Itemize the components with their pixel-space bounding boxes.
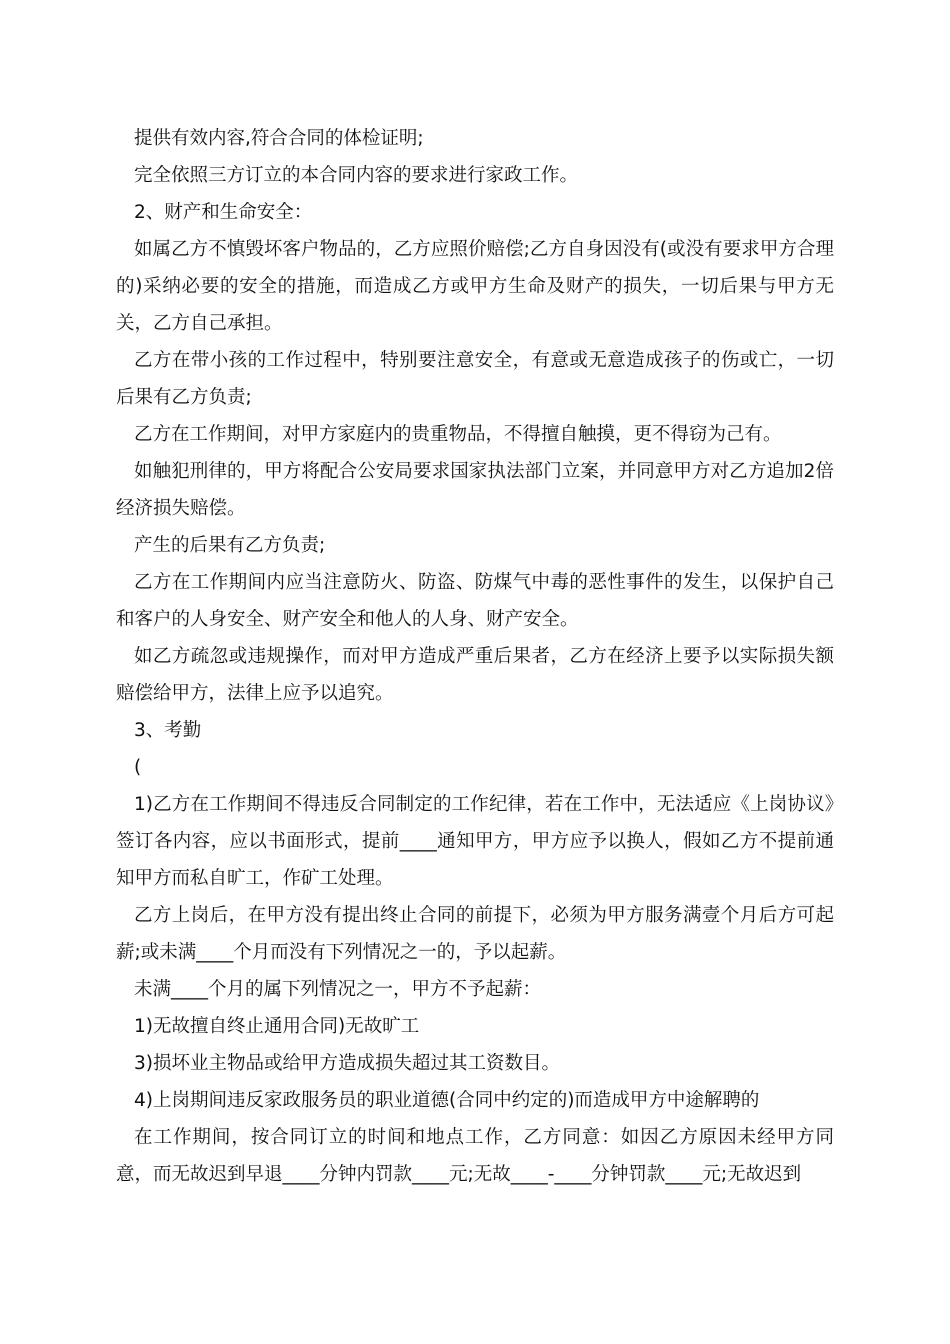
paragraph: 乙方在带小孩的工作过程中，特别要注意安全，有意或无意造成孩子的伤或亡，一切后果有乙方负责; xyxy=(116,350,834,408)
paragraph: 如触犯刑律的，甲方将配合公安局要求国家执法部门立案，并同意甲方对乙方追加2倍经济损失赔偿。 xyxy=(116,461,834,519)
section-heading: 2、财产和生命安全： xyxy=(134,202,313,223)
paragraph: ( xyxy=(134,757,142,778)
paragraph: 乙方在工作期间，对甲方家庭内的贵重物品，不得擅自触摸，更不得窃为己有。 xyxy=(134,424,782,445)
paragraph: 1)乙方在工作期间不得违反合同制定的工作纪律，若在工作中，无法适应《上岗协议》签订各内容，应以书面形式，提前____通知甲方，甲方应予以换人，假如乙方不提前通知甲方而私自旷工，作矿工处理。 xyxy=(116,794,834,889)
section-heading: 3、考勤 xyxy=(134,720,202,741)
list-item: 1)无故擅自终止通用合同)无故旷工 xyxy=(134,1016,420,1037)
list-item: 3)损坏业主物品或给甲方造成损失超过其工资数目。 xyxy=(134,1053,560,1074)
list-item: 4)上岗期间违反家政服务员的职业道德(合同中约定的)而造成甲方中途解聘的 xyxy=(134,1090,760,1111)
paragraph: 如属乙方不慎毁坏客户物品的，乙方应照价赔偿;乙方自身因没有(或没有要求甲方合理的)采纳必要的安全的措施，而造成乙方或甲方生命及财产的损失，一切后果与甲方无关，乙方自己承担。 xyxy=(116,239,834,334)
paragraph: 提供有效内容,符合合同的体检证明; xyxy=(134,128,424,149)
paragraph: 产生的后果有乙方负责; xyxy=(134,535,326,556)
paragraph: 完全依照三方订立的本合同内容的要求进行家政工作。 xyxy=(134,165,579,186)
paragraph: 在工作期间，按合同订立的时间和地点工作，乙方同意：如因乙方原因未经甲方同意，而无故迟到早退____分钟内罚款____元;无故____-____分钟罚款____元;无故迟到 xyxy=(116,1127,834,1185)
paragraph: 乙方在工作期间内应当注意防火、防盗、防煤气中毒的恶性事件的发生，以保护自己和客户的人身安全、财产安全和他人的人身、财产安全。 xyxy=(116,572,834,630)
paragraph: 未满____个月的属下列情况之一，甲方不予起薪： xyxy=(134,979,542,1000)
paragraph: 乙方上岗后，在甲方没有提出终止合同的前提下，必须为甲方服务满壹个月后方可起薪;或未满____个月而没有下列情况之一的，予以起薪。 xyxy=(116,905,834,963)
paragraph: 如乙方疏忽或违规操作，而对甲方造成严重后果者，乙方在经济上要予以实际损失额赔偿给甲方，法律上应予以追究。 xyxy=(116,646,834,704)
document-body xyxy=(116,120,834,1193)
